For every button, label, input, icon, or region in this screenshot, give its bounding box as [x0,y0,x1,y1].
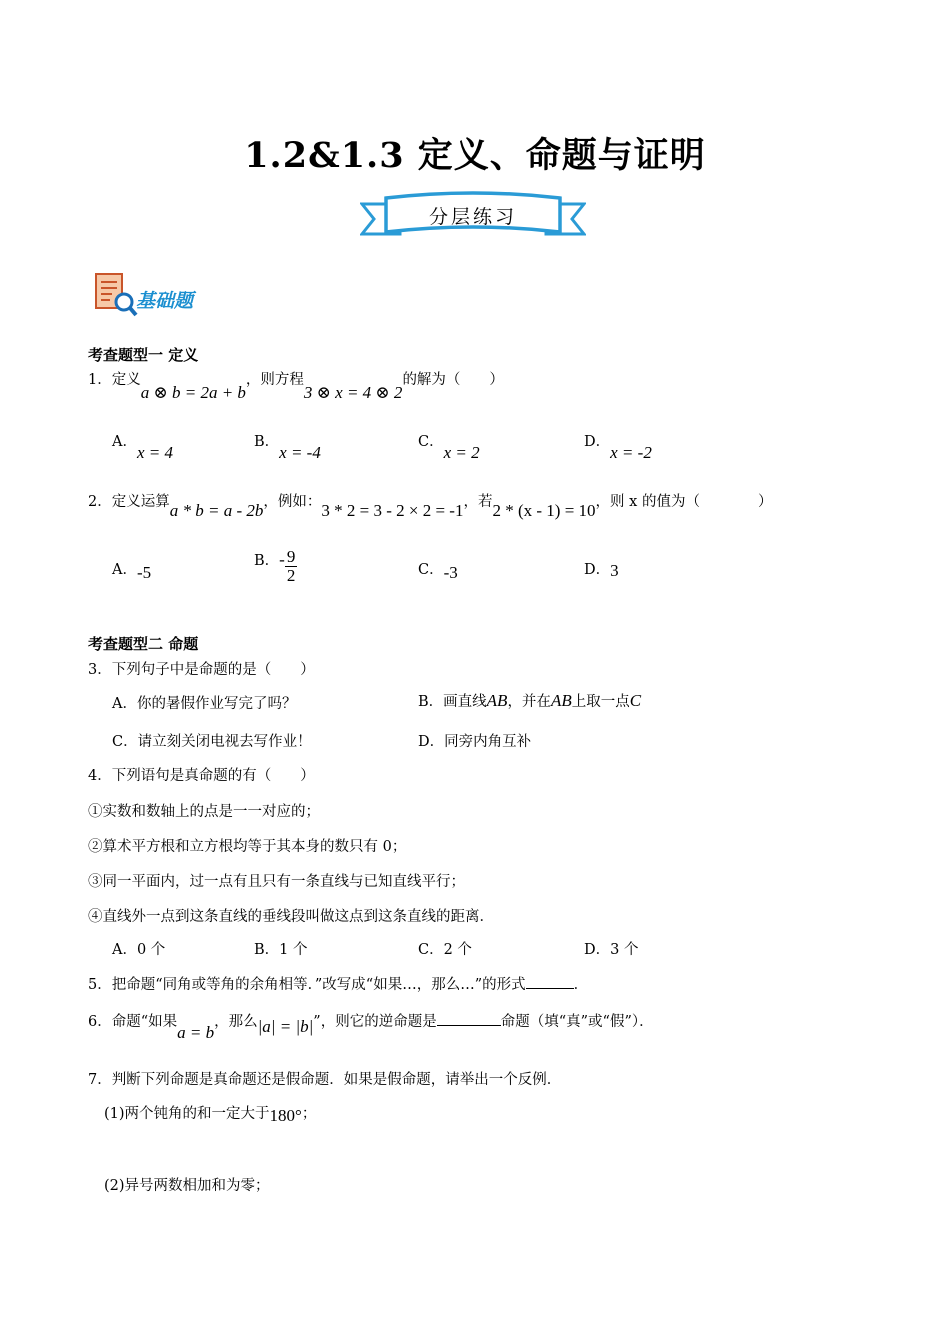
q1-expr-2: 3 ⊗ x = 4 ⊗ 2 [303,383,403,402]
q7-part-1-end: ； [301,1106,317,1122]
q4-option-c[interactable]: C．2 个 [418,942,472,958]
option-label: B． [254,552,280,569]
q3-option-c[interactable]: C．请立刻关闭电视去写作业！ [112,734,312,750]
option-value: -5 [136,563,152,582]
question-7: 7．判断下列命题是真命题还是假命题．如果是假命题，请举出一个反例． [88,1072,562,1088]
q6-expr-2: |a| = |b| [257,1017,314,1036]
q2-option-b[interactable] [254,548,297,585]
q1-option-d[interactable] [584,430,652,462]
option-value: 3 [610,561,619,580]
option-label: A． [112,434,137,450]
math-var: AB [486,691,508,710]
question-6 [88,1010,654,1042]
q1-text-3: 的解为（ ） [402,372,504,388]
q7-part-2: (2)异号两数相加和为零； [104,1178,270,1194]
q2-option-d[interactable] [584,558,619,579]
document-magnifier-icon [94,272,138,318]
question-2 [88,490,773,520]
q1-text-1: 定义 [111,372,141,388]
math-var: AB [550,691,572,710]
option-label: B． [254,434,280,450]
page-title: 1.2&1.3 定义、命题与证明 [244,135,706,176]
q5-text-1: 5．把命题“同角或等角的余角相等．”改写成“如果…，那么…”的形式 [88,977,526,993]
q2-text-1: 定义运算 [111,494,170,510]
q6-expr-1: a = b [177,1023,215,1042]
q4-statement-2: ②算术平方根和立方根均等于其本身的数只有 0； [88,839,407,855]
q2-text-3: ，若 [463,494,493,510]
q2-option-c[interactable] [418,558,458,582]
q5-answer-blank[interactable] [526,974,574,989]
option-label: C． [418,562,444,578]
option-value: -3 [443,563,458,582]
question-4: 4．下列语句是真命题的有（ ） [88,768,315,784]
q4-statement-3: ③同一平面内，过一点有且只有一条直线与已知直线平行； [88,874,465,890]
q2-number: 2． [88,494,112,510]
q4-option-d[interactable]: D．3 个 [584,942,639,958]
option-value: x = -4 [279,443,321,462]
banner-text: 分层练习 [428,206,517,228]
q1-expr-1: a ⊗ b = 2a + b [140,383,246,402]
option-value: x = -2 [610,443,652,462]
q2-option-a[interactable] [112,558,152,582]
q1-text-2: ，则方程 [245,372,304,388]
q3-option-b[interactable] [418,690,641,711]
q7-part-1-value: 180° [269,1106,302,1125]
question-5 [88,973,588,994]
type2-heading: 考查题型二 命题 [88,635,199,653]
q4-statement-4: ④直线外一点到这条直线的垂线段叫做这点到这条直线的距离． [88,909,494,925]
q4-option-a[interactable]: A．0 个 [112,942,166,958]
q2-expr-3: 2 * (x - 1) = 10 [492,501,596,520]
q1-number: 1． [88,372,112,388]
section-title: 基础题 [136,290,194,312]
q2-expr-1: a * b = a - 2b [169,501,264,520]
q1-option-c[interactable] [418,430,480,462]
q2-text-4: ，则 x 的值为（ ） [595,494,773,510]
q6-text-1: 6．命题“如果 [88,1014,178,1030]
option-label: C． [418,434,444,450]
q1-option-a[interactable] [112,430,174,462]
option-label: D． [584,562,611,578]
fraction-denominator: 2 [286,566,296,585]
q3-option-d[interactable]: D．同旁内角互补 [418,734,532,750]
q4-option-b[interactable]: B．1 个 [254,942,308,958]
option-value: - [279,549,285,569]
option-text: ，并在 [507,694,551,710]
option-text: 上取一点 [571,694,630,710]
option-value: x = 2 [443,443,480,462]
option-text: B．画直线 [418,694,487,710]
option-value: x = 4 [136,443,174,462]
q1-option-b[interactable] [254,430,321,462]
type1-heading: 考查题型一 定义 [88,346,199,364]
q6-text-2: ，那么 [214,1014,258,1030]
banner [360,190,586,246]
fraction [285,548,298,585]
question-1 [88,368,504,402]
q6-text-3: ”，则它的逆命题是 [313,1014,437,1030]
q3-option-a[interactable]: A．你的暑假作业写完了吗？ [112,696,297,712]
q2-text-2: ，例如： [263,494,322,510]
question-3: 3．下列句子中是命题的是（ ） [88,662,315,678]
q5-text-2: ． [573,977,589,993]
q7-part-1 [104,1102,316,1123]
q6-answer-blank[interactable] [437,1011,501,1026]
fraction-numerator: 9 [286,547,296,566]
q7-part-1-text: (1)两个钝角的和一定大于 [104,1106,270,1122]
q2-expr-2: 3 * 2 = 3 - 2 × 2 = -1 [321,501,464,520]
option-label: A． [112,562,137,578]
math-var: C [629,691,642,710]
option-label: D． [584,434,611,450]
q4-statement-1: ①实数和数轴上的点是一一对应的； [88,804,320,820]
q6-text-4: 命题（填“真”或“假”）． [500,1014,654,1030]
